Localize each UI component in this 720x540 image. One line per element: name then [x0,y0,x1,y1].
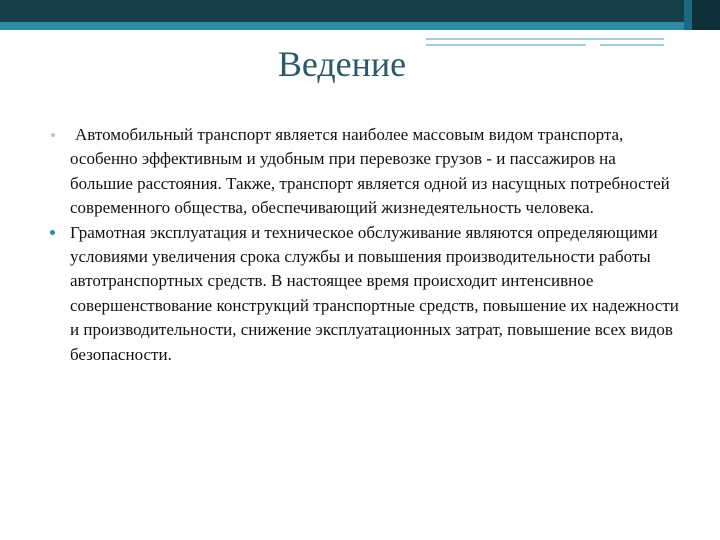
decorative-rule-line [600,44,664,46]
header-accent-stripe [0,22,720,30]
header-teal-block [684,0,692,30]
decorative-rule-line [426,38,664,40]
header-banner [0,0,720,22]
header-dark-block [692,0,720,30]
bullet-text: Автомобильный транспорт является наиболее массовым видом транспорта, особенно эффективным и удобным при перевозке грузов - и пассажиров на большие расстояния. Также, транспорт является одной из насущных потребностей современного общества, обеспечивающий жизнедеятельность человека. [70,125,670,218]
bullet-icon [50,230,55,235]
bullet-icon [51,133,55,137]
bullet-text: Грамотная эксплуатация и техническое обслуживание являются определяющими условиями увеличения срока службы и повышения производительности работы автотранспортных средств. В настоящее время происходит интенсивное совершенствование конструкций транспортные средств, повышение их надежности и производительности, снижение эксплуатационных затрат, повышение всех видов безопасности. [70,222,679,364]
list-item [0,221,720,367]
bullet-list [0,123,720,367]
list-item [0,123,720,221]
slide-title: Ведение [277,44,407,84]
